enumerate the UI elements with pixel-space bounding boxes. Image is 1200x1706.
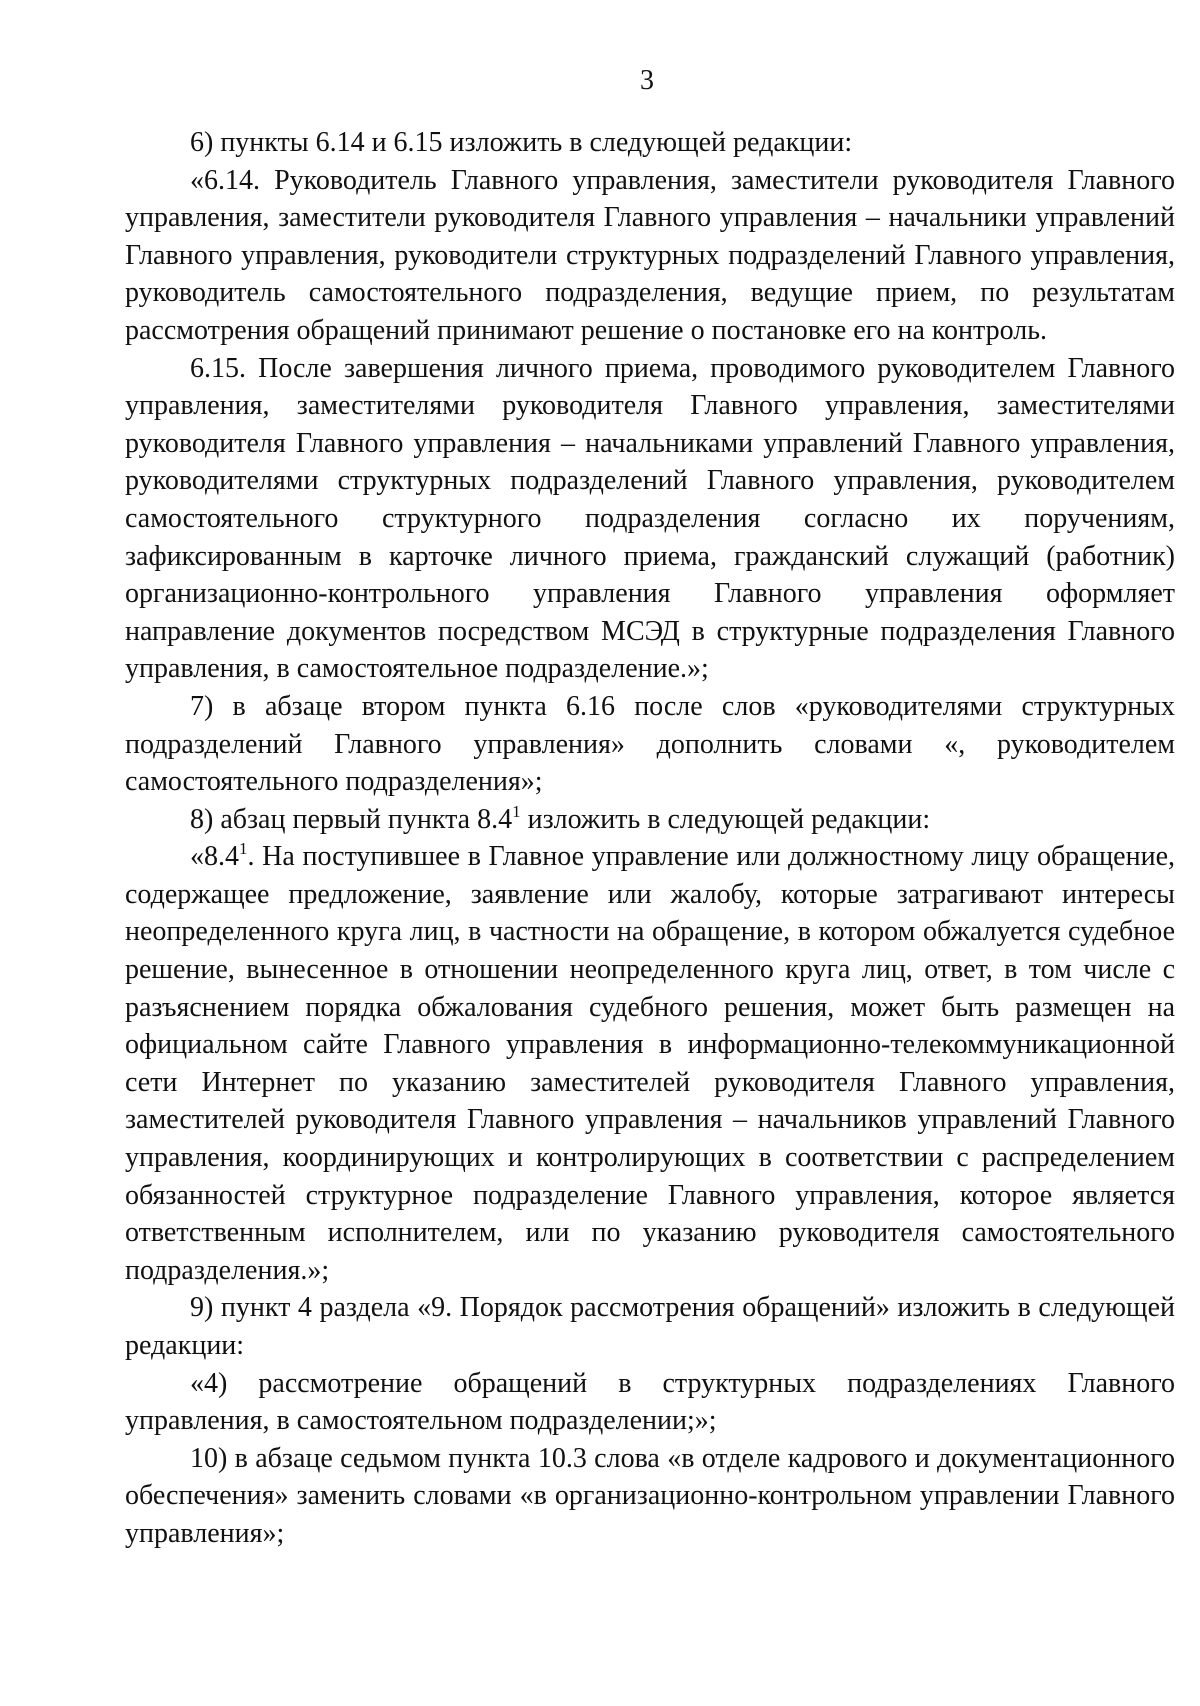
superscript-mark: 1 [239,839,248,859]
paragraph-item-8-text-end: изложить в следующей редакции: [520,803,931,835]
document-body [125,124,1175,1553]
paragraph-item-10: 10) в абзаце седьмом пункта 10.3 слова «в отделе кадрового и документационного обеспечения» заменить словами «в организационно-контрольном управлении Главного управления»; [125,1442,1175,1549]
page-number: 3 [640,65,654,96]
paragraph-8-4-1 [125,838,1175,1289]
superscript-mark: 1 [512,801,521,821]
paragraph-8-4-1-text-end: . На поступившее в Главное управление или должностному лицу обращение, содержащее предложение, заявление или жалобу, которые затрагивают интересы неопределенного круга лиц, в частности на обращение, в котором обжалуется судебное решение, вынесенное в отношении неопределенного круга лиц, ответ, в том числе с разъяснением порядка обжалования судебного решения, может быть размещен на официальном сайте Главного управления в информационно-телекоммуникационной сети Интернет по указанию заместителей руководителя Главного управления, заместителей руководителя Главного управления – начальников управлений Главного управления, координирующих и контролирующих в соответствии с распределением обязанностей структурное подразделение Главного управления, которое является ответственным исполнителем, или по указанию руководителя самостоятельного подразделения.»; [125,841,1175,1286]
paragraph-8-4-1-text-start: «8.4 [190,841,239,873]
paragraph-item-8-text-start: 8) абзац первый пункта 8.4 [190,803,513,835]
paragraph-item-6: 6) пункты 6.14 и 6.15 изложить в следующей редакции: [190,127,853,158]
paragraph-item-9: 9) пункт 4 раздела «9. Порядок рассмотрения обращений» изложить в следующей редакции: [125,1292,1175,1361]
paragraph-6-15: 6.15. После завершения личного приема, проводимого руководителем Главного управления, заместителями руководителя Главного управления, заместителями руководителя Главного управления – начальниками управлений Главного управления, руководителями структурных подразделений Главного управления, руководителем самостоятельного структурного подразделения согласно их поручениям, зафиксированным в карточке личного приема, гражданский служащий (работник) организационно-контрольного управления Главного управления оформляет направление документов посредством МСЭД в структурные подразделения Главного управления, в самостоятельное подразделение.»; [125,352,1175,685]
paragraph-item-9-4: «4) рассмотрение обращений в структурных подразделениях Главного управления, в самостоятельном подразделении;»; [125,1367,1175,1437]
paragraph-item-8 [125,801,1175,839]
paragraph-item-7: 7) в абзаце втором пункта 6.16 после слов «руководителями структурных подразделений Главного управления» дополнить словами «, руководителем самостоятельного подразделения»; [125,690,1175,798]
paragraph-6-14: «6.14. Руководитель Главного управления, заместители руководителя Главного управления, заместители руководителя Главного управления – начальники управлений Главного управления, руководители структурных подразделений Главного управления, руководитель самостоятельного подразделения, ведущие прием, по результатам рассмотрения обращений принимают решение о постановке его на контроль. [125,164,1175,346]
